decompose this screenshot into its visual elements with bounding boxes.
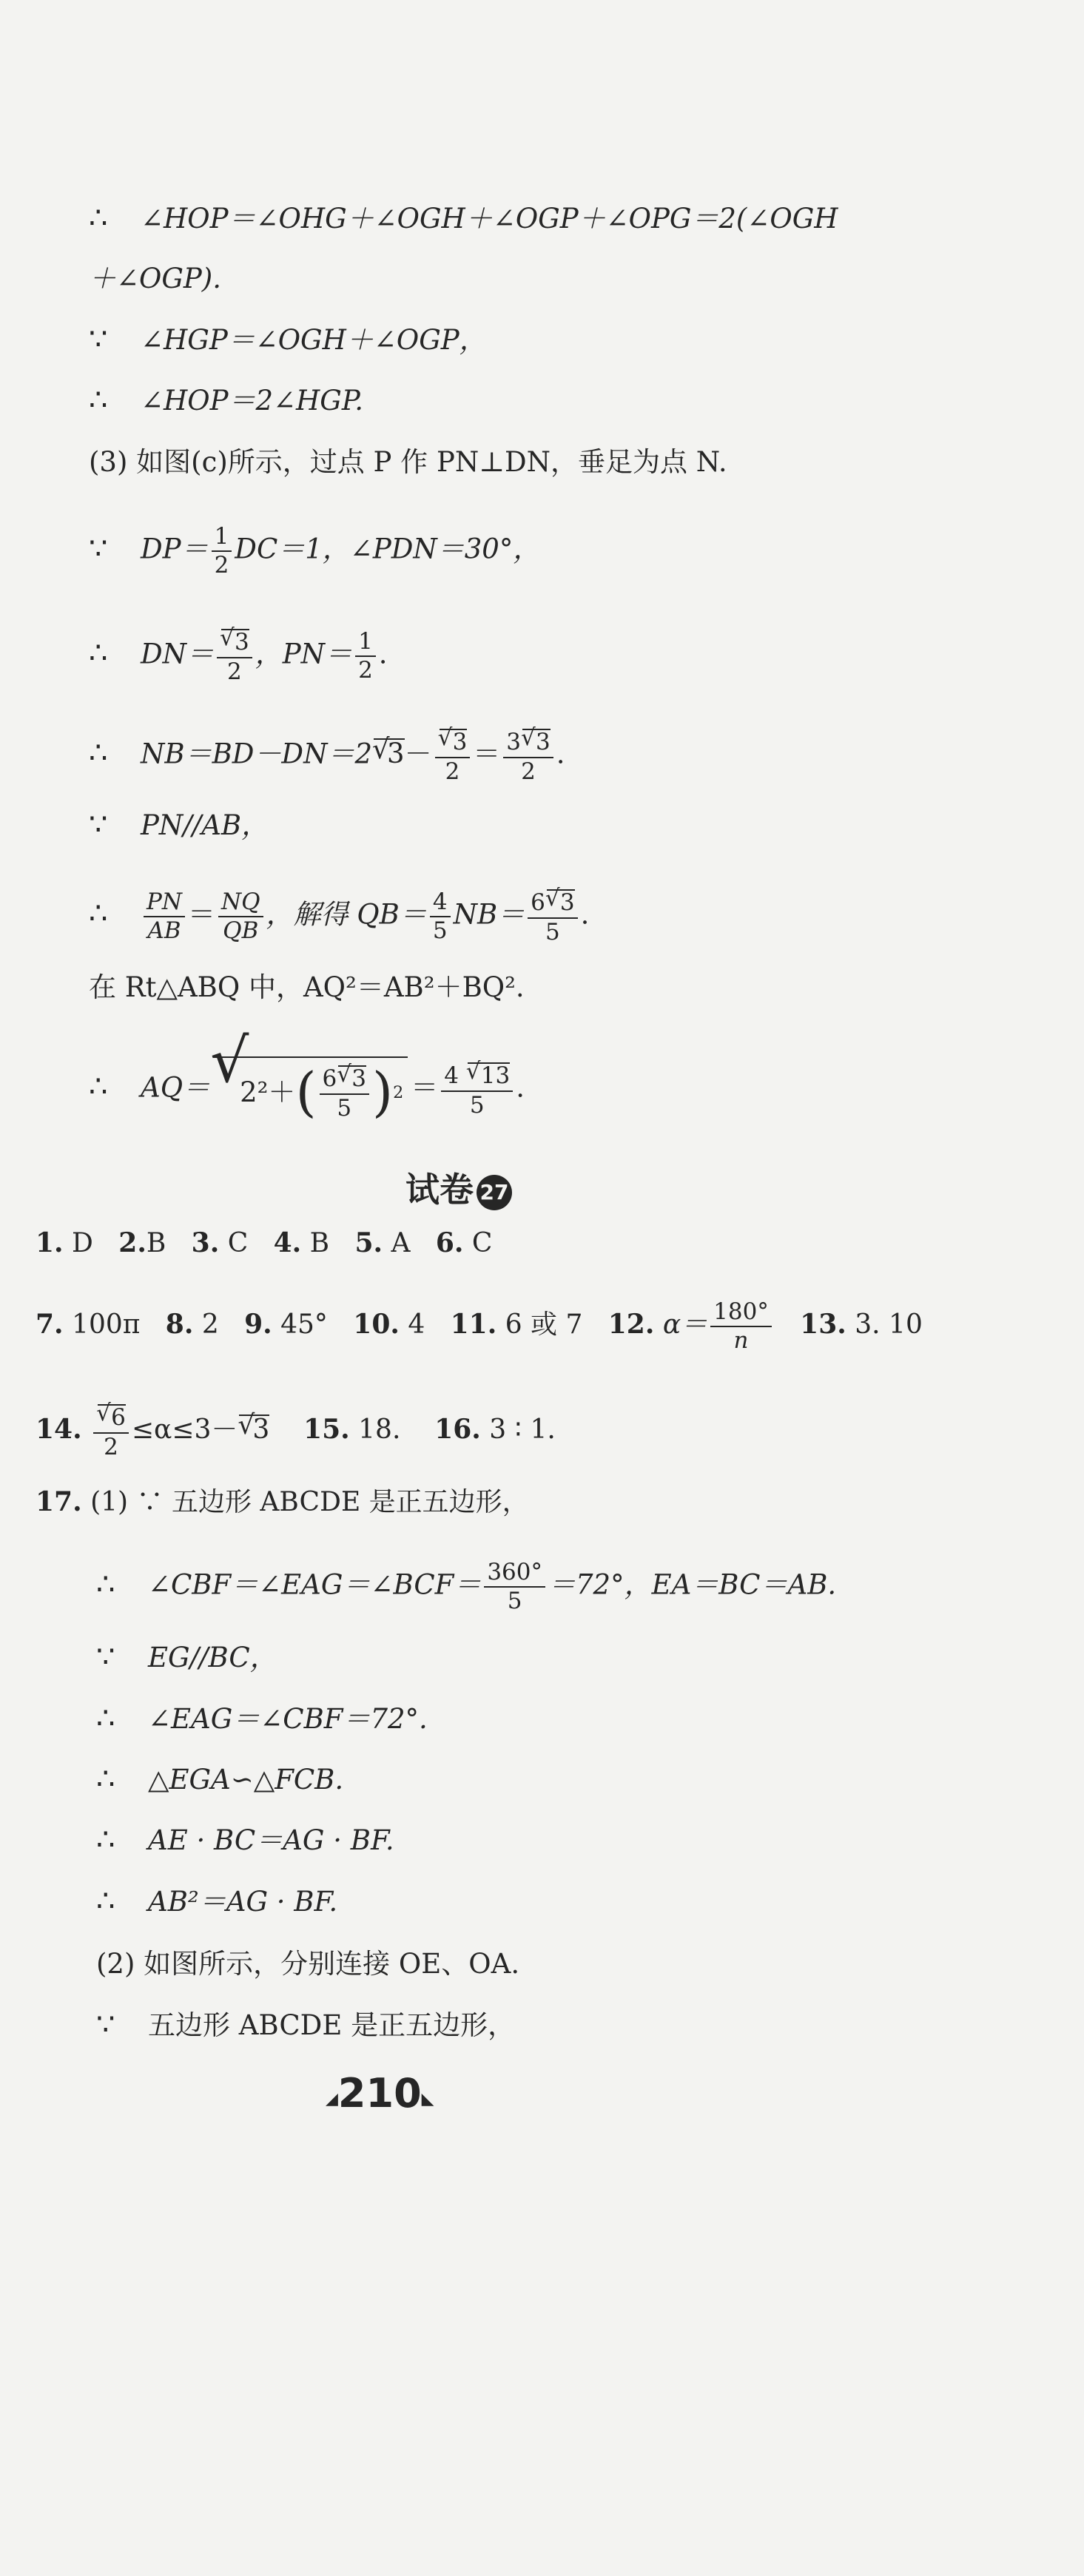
fraction: $\frac{NQ}{QB}$	[218, 891, 263, 943]
fraction: √ $\frac{3}{2}$	[217, 629, 252, 684]
proof-line-4: ∴ ∠HOP＝2∠HGP.	[89, 383, 364, 417]
circled-number: 27	[477, 1175, 512, 1210]
proof-line-11: 在 Rt△ABQ 中，AQ²＝AB²＋BQ².	[89, 971, 525, 1003]
answer-17-line-8: (2) 如图所示，分别连接 OE、OA.	[96, 1948, 520, 1980]
answer-17-line-6: ∴ AE · BC＝AG · BF.	[96, 1823, 394, 1857]
answer-row-1: 1. D 2.B 3. C 4. B 5. A 6. C	[36, 1227, 493, 1258]
answer-17-line-1: 17. (1) ∵ 五边形 ABCDE 是正五边形，	[36, 1486, 529, 1517]
proof-line-10: ∴ $\frac{PN}{AB}$ ＝ $\frac{NQ}{QB}$ ，解得 QB＝ $\frac{4}{5}$ NB＝ $\frac{6√ 3}{5}$ .	[89, 889, 589, 944]
answer-17-line-7: ∴ AB²＝AG · BF.	[96, 1884, 338, 1918]
fraction: $\frac{3√ 3}{2}$	[503, 729, 553, 783]
proof-line-9: ∵ PN//AB，	[89, 808, 269, 842]
answer-row-2: 7. 100π 8. 2 9. 45° 10. 4 11. 6 或 7 12. α＝ $\frac{180^\circ}{n}$ 13. 3. 10	[36, 1298, 923, 1354]
answer-17-line-4: ∴ ∠EAG＝∠CBF＝72°.	[96, 1702, 428, 1736]
answer-17-line-3: ∵ EG//BC，	[96, 1640, 277, 1674]
fraction: $\frac{360^\circ}{5}$	[484, 1561, 545, 1613]
fraction: √ $\frac{3}{2}$	[435, 729, 471, 783]
sqrt: √ 3	[221, 629, 249, 655]
fraction: $\frac{6√ 3}{5}$	[528, 889, 577, 944]
fraction: $\frac{PN}{AB}$	[144, 891, 185, 943]
fraction: √ $\frac{6}{2}$	[93, 1404, 129, 1459]
sqrt: √ 3	[374, 738, 405, 769]
answer-17-line-5: ∴ △EGA∽△FCB.	[96, 1762, 344, 1796]
big-sqrt: √ 2²＋ ( $\frac{6√ 3}{5}$ ) 2	[213, 1056, 408, 1123]
proof-line-1: ∴ ∠HOP＝∠OHG＋∠OGH＋∠OGP＋∠OPG＝2(∠OGH	[89, 201, 838, 235]
proof-line-6: ∵ DP＝ $\frac{1}{2}$ DC＝1，∠PDN＝30°，	[89, 523, 541, 579]
page-number: ◢210◣	[326, 2070, 434, 2117]
fraction: $\frac{4}{5}$	[430, 891, 451, 943]
fraction: $\frac{4 √ 13}{5}$	[441, 1062, 513, 1117]
answer-row-3: 14. √ $\frac{6}{2}$ ≤α≤3－√ 3 15. 18. 16. 3 ∶ 1.	[36, 1404, 556, 1459]
answer-17-line-2: ∴ ∠CBF＝∠EAG＝∠BCF＝ $\frac{360^\circ}{5}$ ＝72°，EA＝BC＝AB.	[96, 1559, 837, 1614]
proof-line-3: ∵ ∠HGP＝∠OGH＋∠OGP，	[89, 323, 487, 357]
section-title: 试卷 27	[405, 1163, 512, 1212]
answer-17-line-9: ∵ 五边形 ABCDE 是正五边形，	[96, 2008, 516, 2042]
fraction: $\frac{1}{2}$	[355, 630, 376, 682]
proof-line-5: (3) 如图(c)所示，过点 P 作 PN⊥DN，垂足为点 N.	[89, 446, 727, 478]
fraction: $\frac{1}{2}$	[212, 525, 232, 577]
fraction: $\frac{180^\circ}{n}$	[710, 1301, 772, 1352]
proof-line-12: ∴ AQ＝ √ 2²＋ ( $\frac{6√ 3}{5}$ ) 2 ＝ $\frac{4 √ 13}{5}$ .	[89, 1056, 525, 1123]
proof-line-7: ∴ DN＝ √ $\frac{3}{2}$ ，PN＝ $\frac{1}{2}$ .	[89, 629, 388, 684]
proof-line-8: ∴ NB＝BD－DN＝2√ 3－ √ $\frac{3}{2}$ ＝ $\frac{3√ 3}{2}$ .	[89, 729, 565, 783]
proof-line-2: ＋∠OGP).	[89, 263, 221, 294]
